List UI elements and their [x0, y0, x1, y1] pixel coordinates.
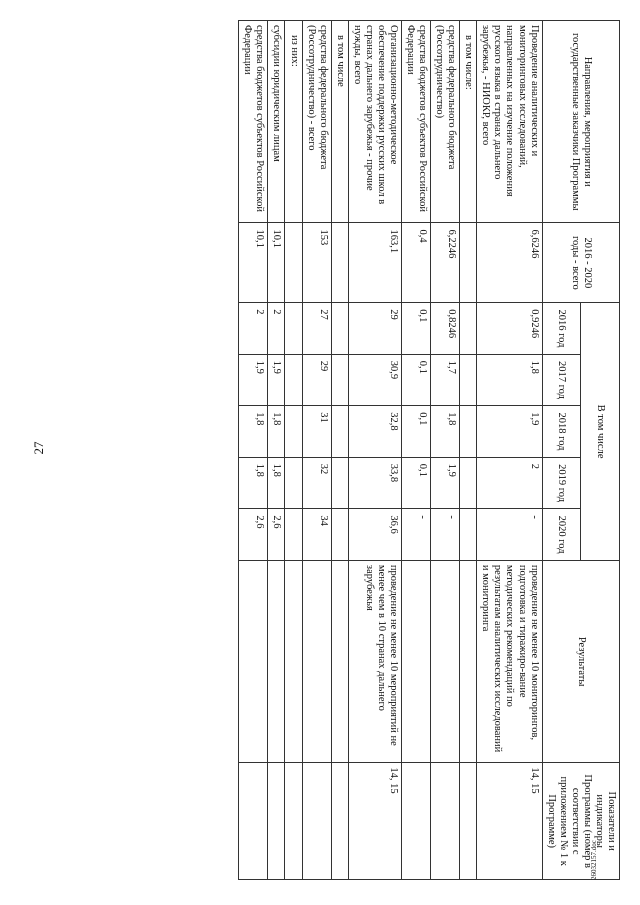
cell-indicators: [402, 763, 431, 880]
cell-y2020: [460, 509, 477, 561]
cell-y2017: 1,9: [268, 354, 285, 406]
cell-total: 10,1: [268, 223, 285, 303]
header-year-2020: 2020 год: [542, 509, 581, 561]
table-row: [331, 21, 348, 880]
table-row: [285, 21, 302, 880]
cell-y2016: 2: [268, 303, 285, 355]
cell-name: из них:: [285, 21, 302, 223]
header-direction: Направления, мероприятия и государственные заказчики Программы: [542, 21, 619, 223]
cell-y2019: 1,8: [268, 457, 285, 509]
cell-y2019: 2: [477, 457, 542, 509]
cell-name: средства бюджетов субъектов Российской Федерации: [402, 21, 431, 223]
cell-y2017: [285, 354, 302, 406]
cell-y2020: [331, 509, 348, 561]
header-year-2019: 2019 год: [542, 457, 581, 509]
cell-y2017: 30,9: [348, 354, 401, 406]
cell-y2020: 2,6: [239, 509, 268, 561]
cell-y2016: [285, 303, 302, 355]
cell-y2018: 1,8: [431, 406, 460, 458]
cell-y2017: [331, 354, 348, 406]
cell-name: в том числе:: [460, 21, 477, 223]
cell-name: средства федерального бюджета (Россотрудничество) - всего: [302, 21, 331, 223]
footer-filename: 26032157.doc: [590, 840, 598, 880]
cell-indicators: [431, 763, 460, 880]
cell-y2016: 0,1: [402, 303, 431, 355]
cell-results: [431, 560, 460, 762]
cell-results: [302, 560, 331, 762]
cell-y2019: [460, 457, 477, 509]
cell-y2018: 1,8: [239, 406, 268, 458]
table-row: [477, 21, 542, 880]
cell-y2020: 2,6: [268, 509, 285, 561]
cell-y2020: -: [402, 509, 431, 561]
cell-y2018: 31: [302, 406, 331, 458]
cell-y2019: 1,8: [239, 457, 268, 509]
table-row: [348, 21, 401, 880]
table-row: [402, 21, 431, 880]
cell-indicators: [302, 763, 331, 880]
header-results: Результаты: [542, 560, 619, 762]
cell-indicators: [460, 763, 477, 880]
cell-y2019: 0,1: [402, 457, 431, 509]
cell-y2017: 1,8: [477, 354, 542, 406]
cell-y2019: 32: [302, 457, 331, 509]
cell-y2018: 1,8: [268, 406, 285, 458]
cell-name: средства федерального бюджета (Россотрудничество): [431, 21, 460, 223]
cell-y2016: [331, 303, 348, 355]
cell-name: средства бюджетов субъектов Российской Федерации: [239, 21, 268, 223]
cell-indicators: [268, 763, 285, 880]
cell-results: [239, 560, 268, 762]
cell-total: 6,6246: [477, 223, 542, 303]
cell-total: 163,1: [348, 223, 401, 303]
cell-y2017: 0,1: [402, 354, 431, 406]
cell-y2018: 32,8: [348, 406, 401, 458]
cell-y2019: [285, 457, 302, 509]
cell-total: [331, 223, 348, 303]
cell-y2017: [460, 354, 477, 406]
cell-total: 6,2246: [431, 223, 460, 303]
cell-name: в том числе: [331, 21, 348, 223]
cell-y2016: 0,9246: [477, 303, 542, 355]
cell-y2020: [285, 509, 302, 561]
header-year-2016: 2016 год: [542, 303, 581, 355]
cell-y2019: 33,8: [348, 457, 401, 509]
cell-results: [460, 560, 477, 762]
budget-table: [238, 20, 620, 880]
cell-y2019: 1,9: [431, 457, 460, 509]
cell-y2018: [331, 406, 348, 458]
cell-results: проведение не менее 10 мероприятий не менее чем в 10 странах дальнего зарубежья: [348, 560, 401, 762]
cell-indicators: [285, 763, 302, 880]
cell-results: [402, 560, 431, 762]
cell-y2018: [285, 406, 302, 458]
cell-indicators: 14, 15: [348, 763, 401, 880]
table-body: [239, 21, 542, 880]
cell-y2016: 2: [239, 303, 268, 355]
table-row: [431, 21, 460, 880]
cell-results: [285, 560, 302, 762]
cell-name: Организационно-методическое обеспечение поддержки русских школ в странах дальнего зарубежья - прочие нужды, всего: [348, 21, 401, 223]
cell-y2019: [331, 457, 348, 509]
table-row: [239, 21, 268, 880]
cell-y2016: 0,8246: [431, 303, 460, 355]
table-row: [268, 21, 285, 880]
header-year-2018: 2018 год: [542, 406, 581, 458]
table-row: [302, 21, 331, 880]
cell-results: [331, 560, 348, 762]
cell-indicators: 14, 15: [477, 763, 542, 880]
cell-name: субсидии юридическим лицам: [268, 21, 285, 223]
cell-y2017: 29: [302, 354, 331, 406]
cell-total: [460, 223, 477, 303]
cell-indicators: [331, 763, 348, 880]
cell-indicators: [239, 763, 268, 880]
cell-y2020: 36,6: [348, 509, 401, 561]
cell-y2016: 27: [302, 303, 331, 355]
cell-y2016: 29: [348, 303, 401, 355]
cell-results: [268, 560, 285, 762]
cell-y2016: [460, 303, 477, 355]
cell-y2020: -: [477, 509, 542, 561]
rotated-table-container: [40, 20, 620, 880]
cell-y2020: 34: [302, 509, 331, 561]
cell-total: [285, 223, 302, 303]
header-year-2017: 2017 год: [542, 354, 581, 406]
page-number: 27: [31, 441, 46, 455]
header-total: 2016 - 2020 годы - всего: [542, 223, 619, 303]
cell-y2017: 1,7: [431, 354, 460, 406]
header-indicators: Показатели и индикаторы Программы (номер в соответствии с приложением № 1 к Программе): [542, 763, 619, 880]
cell-total: 153: [302, 223, 331, 303]
cell-y2018: 0,1: [402, 406, 431, 458]
cell-name: Проведение аналитических и мониторинговых исследований, направленных на изучение положения русского языка в странах дальнего зарубежья, - НИОКР, всего: [477, 21, 542, 223]
cell-total: 10,1: [239, 223, 268, 303]
cell-total: 0,4: [402, 223, 431, 303]
cell-y2020: -: [431, 509, 460, 561]
cell-y2017: 1,9: [239, 354, 268, 406]
cell-y2018: [460, 406, 477, 458]
header-in-that: В том числе: [581, 303, 620, 561]
cell-y2018: 1,9: [477, 406, 542, 458]
table-row: [460, 21, 477, 880]
cell-results: проведение не менее 10 мониторингов, подготовка и тиражиро-вание методических рекомендаций по результатам аналитических исследований и мониторинга: [477, 560, 542, 762]
